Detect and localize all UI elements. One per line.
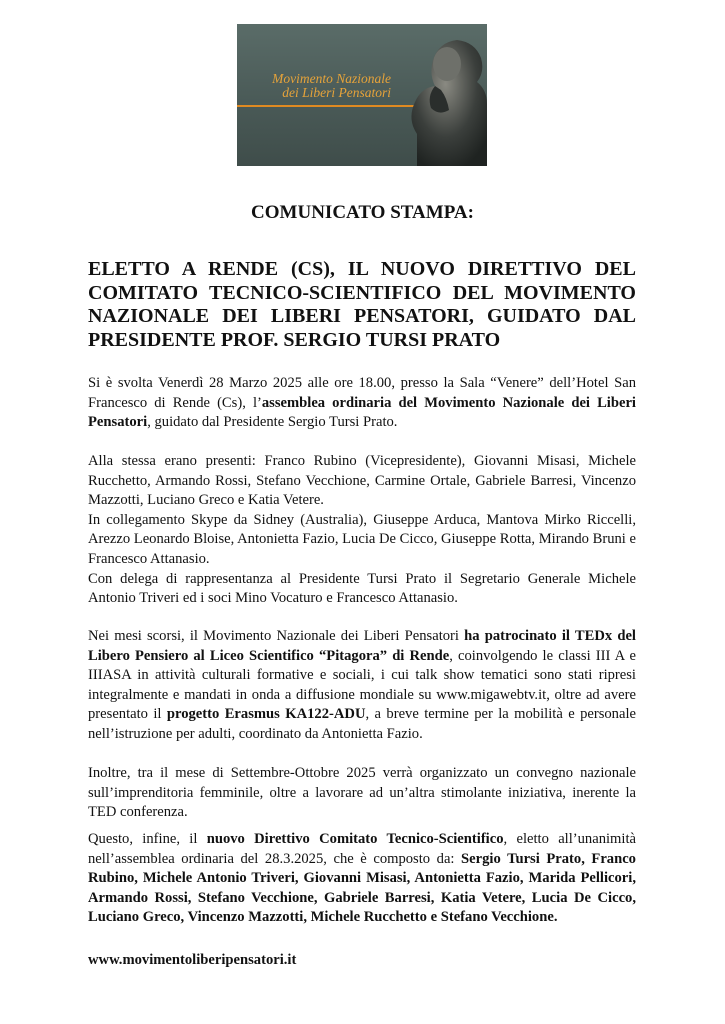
p3-bold-d: progetto Erasmus KA122-ADU xyxy=(166,706,366,723)
logo-title xyxy=(272,72,391,100)
p5-bold-b: nuovo Direttivo Comitato Tecnico-Scientifico xyxy=(206,831,504,847)
logo-line-2: dei Liberi Pensatori xyxy=(282,85,391,100)
logo-line-1: Movimento Nazionale xyxy=(272,71,391,86)
article-title: ELETTO A RENDE (CS), IL NUOVO DIRETTIVO DEL COMITATO TECNICO-SCIENTIFICO DEL MOVIMENTO NAZIONALE DEI LIBERI PENSATORI, GUIDATO DAL PRESIDENTE PROF. SERGIO TURSI PRATO xyxy=(88,258,636,351)
p2-line-2: In collegamento Skype da Sidney (Australia), Giuseppe Arduca, Mantova Mirko Riccelli, Arezzo Leonardo Bloise, Antonietta Fazio, Lucia De Cicco, Giuseppe Rotta, Mirando Bruni e Francesco Attanasio. xyxy=(88,511,636,567)
logo-banner xyxy=(237,24,487,166)
p5-bold-d: Sergio Tursi Prato, Franco Rubino, Michele Antonio Triveri, Giovanni Misasi, Antonietta Fazio, Marida Pellicori, Armando Rossi, Stefano Vecchione, Gabriele Barresi, Katia Vetere, Lucia De Cicco, Luciano Greco, Vincenzo Mazzotti, Michele Rucchetto e Stefano Vecchione. xyxy=(88,850,636,926)
p3-text-e: , a breve termine per la mobilità e personale nell’istruzione per adulti, coordinato da Antonietta Fazio. xyxy=(88,706,636,742)
paragraph-meeting xyxy=(88,374,636,433)
p2-line-1: Alla stessa erano presenti: Franco Rubino (Vicepresidente), Giovanni Misasi, Michele Rucchetto, Armando Rossi, Stefano Vecchione, Carmine Ortale, Gabriele Barresi, Vincenzo Mazzotti, Luciano Greco e Katia Vetere. xyxy=(88,453,636,509)
p5-text-c: , eletto all’unanimità nell’assemblea ordinaria del 28.3.2025, che è composto da: xyxy=(88,831,636,867)
paragraph-convegno: Inoltre, tra il mese di Settembre-Ottobre 2025 verrà organizzato un convegno nazionale sull’imprenditoria femminile, oltre a lavorare ad un’altra stimolante iniziativa, inerente la TED conferenza. xyxy=(88,765,636,821)
p1-text-a: Si è svolta Venerdì 28 Marzo 2025 alle ore 18.00, presso la Sala “Venere” dell’Hotel San Francesco di Rende (Cs), l’ xyxy=(88,375,636,411)
page-heading: COMUNICATO STAMPA: xyxy=(251,202,474,223)
paragraph-attendees xyxy=(88,452,636,609)
paragraph-direttivo xyxy=(88,830,636,928)
p2-line-3: Con delega di rappresentanza al Presidente Tursi Prato il Segretario Generale Michele Antonio Triveri ed i soci Mino Vocaturo e Francesco Attanasio. xyxy=(88,570,636,607)
p5-text-a: Questo, infine, il xyxy=(88,831,207,847)
paragraph-tedx xyxy=(88,627,636,745)
p1-text-c: , guidato dal Presidente Sergio Tursi Prato. xyxy=(147,414,398,431)
thinker-statue-icon xyxy=(377,24,487,166)
website-link[interactable]: www.movimentoliberipensatori.it xyxy=(88,952,297,968)
p1-bold: assemblea ordinaria del Movimento Nazionale dei Liberi Pensatori xyxy=(88,394,636,431)
p3-text-c: , coinvolgendo le classi III A e IIIASA in attività culturali formative e sociali, i cui talk show tematici sono stati ripresi integralmente e mandati in onda a diffusione mondiale su www.migawebtv.it, oltre ad avere presentato il xyxy=(88,647,636,723)
p3-bold-b: ha patrocinato il TEDx del Libero Pensiero al Liceo Scientifico “Pitagora” di Rende xyxy=(88,628,636,664)
p3-text-a: Nei mesi scorsi, il Movimento Nazionale dei Liberi Pensatori xyxy=(88,628,465,644)
